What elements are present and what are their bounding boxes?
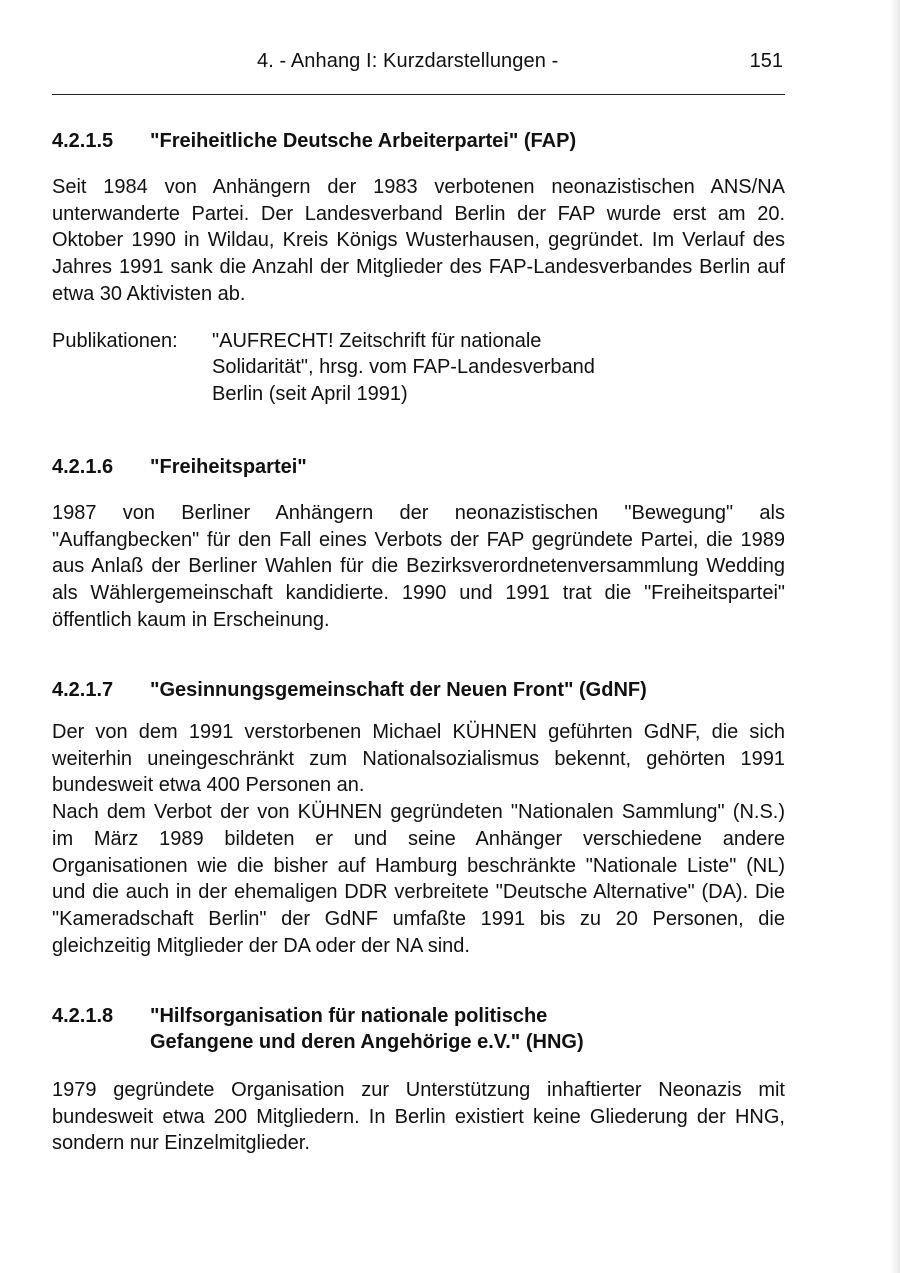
paragraph: Der von dem 1991 verstorbenen Michael KÜHNEN geführten GdNF, die sich weiterhin uneingeschränkt zum Nationalsozialismus bekennt, gehörten 1991 bundesweit etwa 400 Personen an. — [52, 721, 785, 797]
section-number: 4.2.1.7 — [52, 679, 114, 701]
section-title: "Freiheitspartei" — [150, 456, 307, 478]
page-edge-shadow — [890, 0, 900, 1273]
paragraph: Seit 1984 von Anhängern der 1983 verbotenen neonazistischen ANS/NA unterwanderte Partei. Der Landesverband Berlin der FAP wurde erst am 20. Oktober 1990 in Wildau, Kreis Königs Wusterhausen, gegründet. Im Verlauf des Jahres 1991 sank die Anzahl der Mitglieder des FAP-Landesverbandes Berlin auf etwa 30 Aktivisten ab. — [52, 176, 785, 305]
section-heading — [52, 677, 785, 703]
publications-value: "AUFRECHT! Zeitschrift für nationale Solidarität", hrsg. vom FAP-Landesverband Berlin (seit April 1991) — [212, 329, 595, 405]
section-freiheitspartei — [52, 454, 785, 634]
header-title: 4. - Anhang I: Kurzdarstellungen - — [257, 50, 559, 72]
section-title: "Gesinnungsgemeinschaft der Neuen Front" (GdNF) — [150, 679, 647, 701]
section-heading — [52, 128, 785, 154]
paragraph: 1987 von Berliner Anhängern der neonazistischen "Bewegung" als "Auffangbecken" für den Fall eines Verbots der FAP gegründete Partei, die 1989 aus Anlaß der Berliner Wahlen für die Bezirksverordnetenversammlung Wedding als Wählergemeinschaft kandidierte. 1990 und 1991 trat die "Freiheitspartei" öffentlich kaum in Erscheinung. — [52, 502, 785, 631]
paragraph: Nach dem Verbot der von KÜHNEN gegründeten "Nationalen Sammlung" (N.S.) im März 1989 bildeten er und seine Anhänger verschiedene andere Organisationen wie die bisher auf Hamburg beschränkte "Nationale Liste" (NL) und die auch in der ehemaligen DDR verbreitete "Deutsche Alternative" (DA). Die "Kameradschaft Berlin" der GdNF umfaßte 1991 bis zu 20 Personen, die gleichzeitig Mitglieder der DA oder der NA sind. — [52, 801, 785, 957]
running-header — [52, 44, 785, 95]
section-heading — [52, 1003, 785, 1055]
publications-label: Publikationen: — [52, 329, 178, 352]
section-heading — [52, 454, 785, 480]
section-number: 4.2.1.6 — [52, 456, 114, 478]
section-number: 4.2.1.5 — [52, 130, 114, 152]
paragraph: 1979 gegründete Organisation zur Unterstützung inhaftierter Neonazis mit bundesweit etwa 200 Mitgliedern. In Berlin existiert keine Gliederung der HNG, sondern nur Einzelmitglieder. — [52, 1079, 785, 1155]
section-number: 4.2.1.8 — [52, 1005, 114, 1027]
section-fap — [52, 128, 785, 407]
publications — [52, 328, 785, 408]
section-hng — [52, 1003, 785, 1157]
section-title: "Hilfsorganisation für nationale politische Gefangene und deren Angehörige e.V." (HNG) — [150, 1005, 584, 1053]
page-number: 151 — [749, 50, 783, 72]
section-gdnf — [52, 677, 785, 959]
section-title: "Freiheitliche Deutsche Arbeiterpartei" (FAP) — [150, 130, 577, 152]
